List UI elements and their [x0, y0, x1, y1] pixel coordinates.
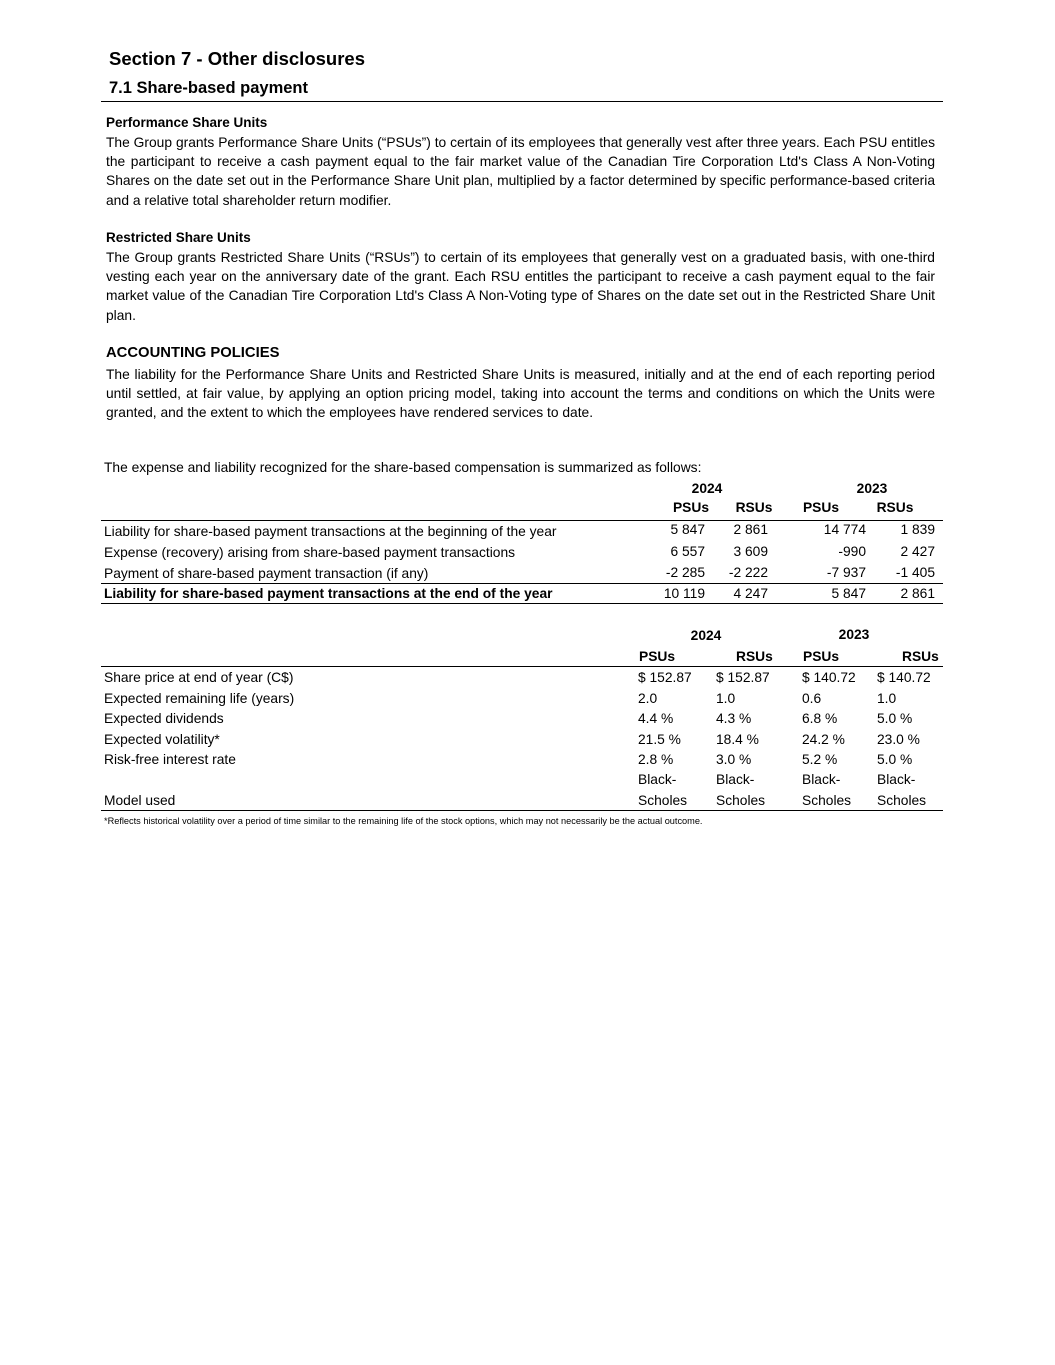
table2-cell: 1.0	[877, 691, 897, 706]
table1-total-top-rule	[101, 583, 943, 584]
table2-header-rule	[101, 666, 943, 667]
accounting-heading: ACCOUNTING POLICIES	[106, 345, 280, 361]
table1-cell: 14 774	[823, 522, 866, 537]
table1-cell: 1 839	[900, 522, 935, 537]
table1-cell: 5 847	[670, 522, 705, 537]
table1-cell: 6 557	[670, 544, 705, 559]
table2-row-label: Share price at end of year (C$)	[104, 670, 294, 685]
table1-cell: -7 937	[826, 565, 866, 580]
rsu-paragraph: The Group grants Restricted Share Units (“RSUs”) to certain of its employees that generally vest on a graduated basis, with one-third vesting each year on the anniversary date of the grant. Each RSU entitles the participant to receive a cash payment equal to the fair market value of the Canadian Tire Corporation Ltd's Class A Non-Voting type of Shares on the date set out in the Restricted Share Unit plan.	[106, 250, 935, 323]
table2-cell: 5.0 %	[877, 711, 913, 726]
table2-model-cell-line1: Black-	[716, 772, 755, 787]
table2-model-cell-line1: Black-	[802, 772, 841, 787]
table2-cell: 21.5 %	[638, 732, 681, 747]
table1-total-cell: 2 861	[900, 586, 935, 601]
table1-row-label: Liability for share-based payment transactions at the beginning of the year	[104, 524, 557, 539]
table2-footnote: *Reflects historical volatility over a period of time similar to the remaining life of the stock options, which may not necessarily be the actual outcome.	[104, 816, 703, 826]
accounting-paragraph: The liability for the Performance Share Units and Restricted Share Units is measured, initially and at the end of each reporting period until settled, at fair value, by applying an option pricing model, taking into account the terms and conditions on which the Units were granted, and the extent to which the employees have rendered services to date.	[106, 367, 935, 421]
table2-cell: 18.4 %	[716, 732, 759, 747]
table1-bottom-rule	[101, 603, 943, 604]
table2-cell: 1.0	[716, 691, 736, 706]
table2-model-cell-line1: Black-	[638, 772, 677, 787]
table1-total-cell: 4 247	[733, 586, 768, 601]
table2-header-rsus-2024: RSUs	[736, 649, 773, 664]
table2-cell: $ 152.87	[716, 670, 770, 685]
table1-header-psus-2023: PSUs	[802, 500, 840, 515]
table2-cell: 2.0	[638, 691, 658, 706]
table1-cell: 3 609	[733, 544, 768, 559]
table2-model-cell-line2: Scholes	[802, 793, 852, 808]
table1-cell: -1 405	[895, 565, 935, 580]
table2-cell: $ 140.72	[802, 670, 856, 685]
table1-total-cell: 10 119	[663, 586, 705, 601]
table1-header-rsus-2023: RSUs	[876, 500, 914, 515]
table2-row-label: Expected remaining life (years)	[104, 691, 295, 706]
table2-cell: $ 152.87	[638, 670, 692, 685]
table1-intro: The expense and liability recognized for the share-based compensation is summarized as follows:	[104, 460, 702, 475]
table2-cell: 24.2 %	[802, 732, 845, 747]
table1-row-label: Payment of share-based payment transaction (if any)	[104, 566, 429, 581]
table2-header-psus-2024: PSUs	[639, 649, 676, 664]
table1-total-label: Liability for share-based payment transactions at the end of the year	[104, 586, 553, 601]
title-divider	[101, 101, 943, 102]
table1-header-rsus-2024: RSUs	[735, 500, 773, 515]
table2-cell: 5.0 %	[877, 752, 913, 767]
table1-cell: -990	[838, 544, 866, 559]
table1-row-label: Expense (recovery) arising from share-based payment transactions	[104, 545, 516, 560]
table2-row-label: Risk-free interest rate	[104, 752, 236, 767]
table1-header-rule	[101, 520, 943, 521]
psu-heading: Performance Share Units	[106, 115, 268, 130]
table2-cell: $ 140.72	[877, 670, 931, 685]
subsection-title: 7.1 Share-based payment	[109, 79, 308, 97]
table1-cell: 2 427	[900, 544, 935, 559]
section-title: Section 7 - Other disclosures	[109, 48, 365, 69]
table2-cell: 23.0 %	[877, 732, 920, 747]
table2-model-cell-line2: Scholes	[638, 793, 688, 808]
table2-cell: 6.8 %	[802, 711, 838, 726]
table2-model-cell-line2: Scholes	[877, 793, 927, 808]
table2-row-label: Expected volatility*	[104, 732, 220, 747]
table1-cell: -2 222	[728, 565, 768, 580]
table2-model-label: Model used	[104, 793, 176, 808]
table2-cell: 2.8 %	[638, 752, 674, 767]
table1-header-psus-2024: PSUs	[672, 500, 710, 515]
table2-cell: 0.6	[802, 691, 822, 706]
table1-year-2024: 2024	[691, 481, 723, 496]
table2-model-cell-line2: Scholes	[716, 793, 766, 808]
table2-bottom-rule	[101, 810, 943, 811]
table2-year-2023: 2023	[838, 627, 870, 642]
table1-cell: -2 285	[665, 565, 705, 580]
table1-total-cell: 5 847	[831, 586, 866, 601]
table2-model-cell-line1: Black-	[877, 772, 916, 787]
psu-paragraph: The Group grants Performance Share Units (“PSUs”) to certain of its employees that generally vest after three years. Each PSU entitles the participant to receive a cash payment equal to the fair market value of the Canadian Tire Corporation Ltd's Class A Non-Voting Shares on the date set out in the Performance Share Unit plan, multiplied by a factor determined by specific performance-based criteria and a relative total shareholder return modifier.	[106, 135, 935, 208]
table2-header-psus-2023: PSUs	[803, 649, 840, 664]
table1-cell: 2 861	[733, 522, 768, 537]
table2-year-2024: 2024	[690, 628, 722, 643]
table2-row-label: Expected dividends	[104, 711, 224, 726]
table2-cell: 3.0 %	[716, 752, 752, 767]
table2-cell: 4.4 %	[638, 711, 674, 726]
table1-year-2023: 2023	[856, 481, 888, 496]
table2-cell: 5.2 %	[802, 752, 838, 767]
table2-cell: 4.3 %	[716, 711, 752, 726]
table2-header-rsus-2023: RSUs	[902, 649, 939, 664]
rsu-heading: Restricted Share Units	[106, 230, 251, 245]
